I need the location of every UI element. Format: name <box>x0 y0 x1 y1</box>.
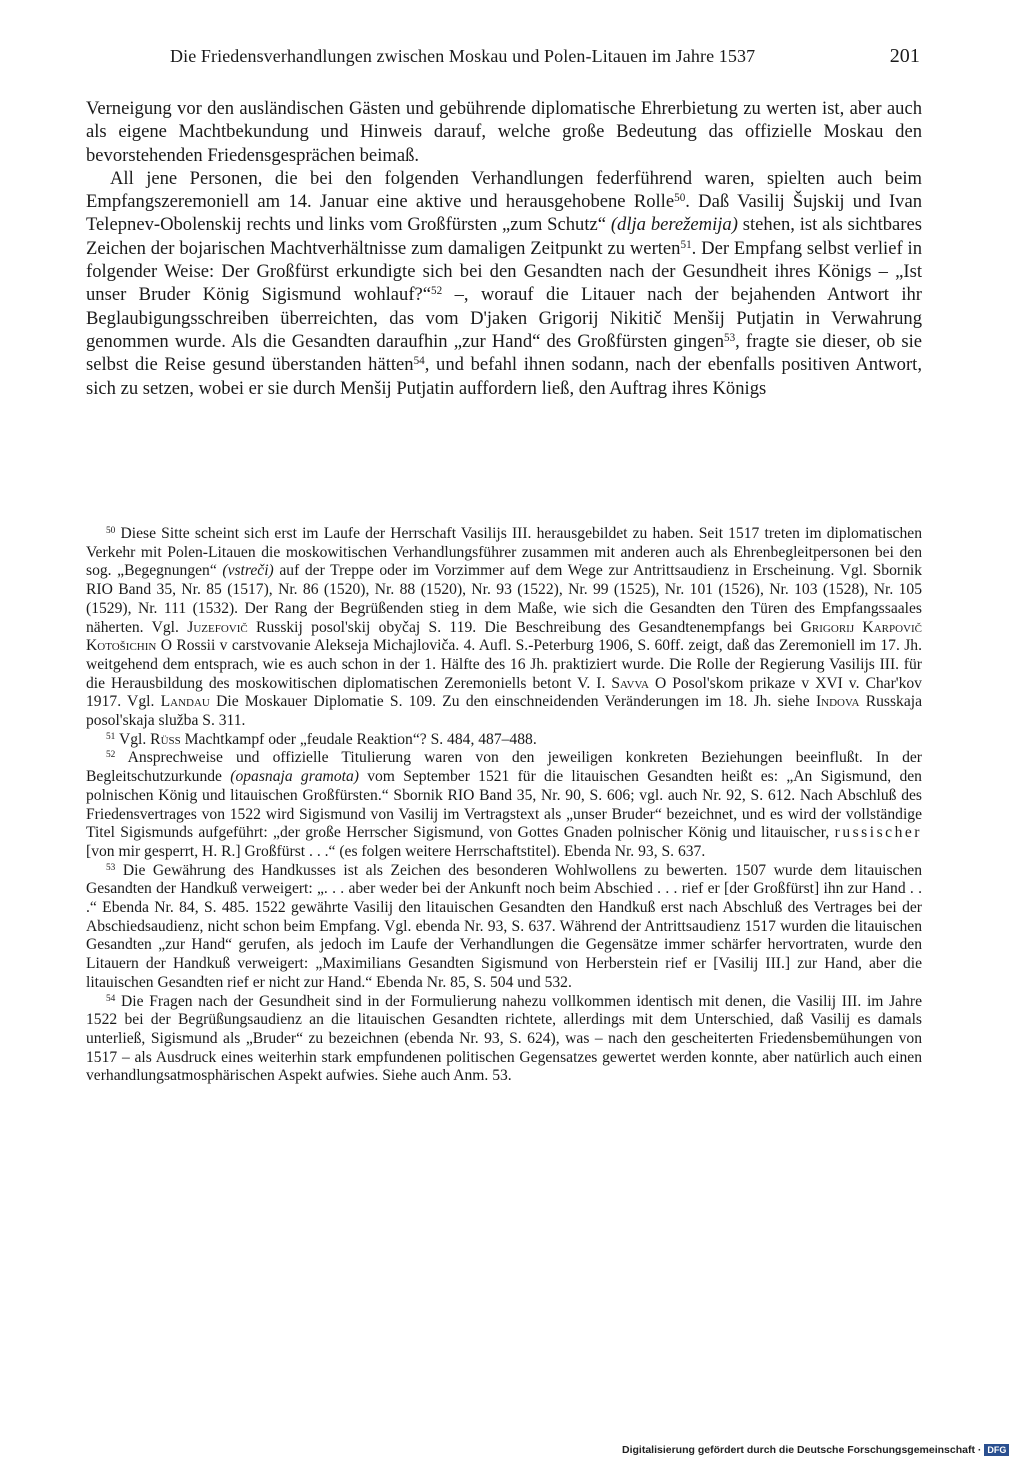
text-run: [von mir gesperrt, H. R.] Großfürst . . .“ (es folgen weitere Herrschaftstitel). Ebenda Nr. 93, S. 637. <box>86 842 706 860</box>
text-run: Russkij posol'skij obyčaj S. 119. Die Beschreibung des Gesandtenempfangs bei <box>247 618 801 636</box>
footnote-number: 52 <box>106 750 116 761</box>
text-run: Die Moskauer Diplomatie S. 109. Zu den einschneidenden Veränderungen im 18. Jh. siehe <box>209 693 816 711</box>
text-run: Diese Sitte scheint sich erst im Laufe der Herrschaft Vasilijs III. herausgebildet zu haben. Seit 1517 treten im diplomatischen Verkehr mit Polen-Litauen die moskowitischen Verhandlungsführer zusammen mit anderen auch als Ehrenbegleitpersonen bei den sog. „Begegnungen“ <box>86 525 922 580</box>
footnote-ref-51[interactable]: 51 <box>680 238 692 251</box>
credit-text: Digitalisierung gefördert durch die Deutsche Forschungsgemeinschaft · <box>622 1444 982 1456</box>
text-run: vom September 1521 für die litauischen Gesandten heißt es: „An Sigismund, den polnischen König und litauischen Großfürsten.“ Sbornik RIO Band 35, Nr. 90, S. 606; vgl. auch Nr. 92, S. 612. Nach Abschluß des Friedensvertrages von 1522 wird Sigismund von Vasilij im Vertragstext als „unser Bruder“ bezeichnet, und es wird der vollständige Titel Sigismunds aufgeführt: „der große Herrscher Sigismund, von Gottes Gnaden polnischer König und litauischer, <box>86 768 922 842</box>
footnote-number: 51 <box>106 731 116 742</box>
footnote-number: 54 <box>106 993 116 1004</box>
text-run: All jene Personen, die bei den folgenden Verhandlungen federführend waren, spielten auch beim Empfangszeremoniell am 14. Januar eine aktive und herausgehobene Rolle <box>86 167 922 213</box>
italic-term: (opasnaja gramota) <box>230 768 359 786</box>
italic-term: (vstreči) <box>222 562 274 580</box>
page-number: 201 <box>889 45 920 67</box>
text-run: stehen, ist als sichtbares Zeichen der bojarischen Machtverhältnisse zum damaligen Zeitpunkt zu werten <box>86 214 922 259</box>
footnote-53 <box>86 862 922 993</box>
text-run: O Posol'skom prikaze v XVI v. Char'kov 1917. Vgl. <box>86 674 922 711</box>
footnote-number: 53 <box>106 862 116 873</box>
text-run: –, worauf die Litauer nach der bejahenden Antwort ihr Beglaubigungsschreiben überreichten, das vom D'jaken Grigorij Nikitič Menšij Putjatin in Verwahrung genommen wurde. Als die Gesandten daraufhin „zur Hand“ des Großfürsten gingen <box>86 284 922 352</box>
text-run: . Daß Vasilij Šujskij und Ivan Telepnev-Obolenskij rechts und links vom Großfürsten „zum Schutz“ <box>86 191 922 236</box>
paragraph-1: Verneigung vor den ausländischen Gästen und gebührende diplomatische Ehrerbietung zu werten ist, aber auch als eigene Machtbekundung und Hinweis darauf, welche große Bedeutung das offizielle Moskau den bevorstehenden Friedensgesprächen beimaß. <box>86 98 922 166</box>
author-name: Rüss <box>150 730 181 748</box>
text-run: Die Fragen nach der Gesundheit sind in der Formulierung nahezu vollkommen identisch mit denen, die Vasilij III. im Jahre 1522 bei der Begrüßungsaudienz an die litauischen Gesandten richtete, allerdings mit dem Unterschied, daß Vasilij es damals unterließ, Sigismund als „Bruder“ zu bezeichnen (ebenda Nr. 93, S. 624), was – nach den gescheiterten Friedensbemühungen von 1517 – als Ausdruck eines weiterhin stark empfundenen politischen Gegensatzes gewertet werden konnte, aber natürlich auch einen verhandlungsatmosphärischen Aspekt aufwies. Siehe auch Anm. 53. <box>86 992 922 1085</box>
text-run: , und befahl ihnen sodann, nach der ebenfalls positiven Antwort, sich zu setzen, wobei er sie durch Menšij Putjatin auffordern ließ, den Auftrag ihres Königs <box>86 354 922 399</box>
text-run: Die Gewährung des Handkusses ist als Zeichen des besonderen Wohlwollens zu bewerten. 1507 wurde dem litauischen Gesandten der Handkuß verweigert: „. . . aber weder bei der Ankunft noch beim Abschied . . . rief er [der Großfürst] ihn zur Hand . . .“ Ebenda Nr. 84, S. 485. 1522 gewährte Vasilij den litauischen Gesandten den Handkuß erst nach Abschluß des Vertrages bei der Abschiedsaudienz, nicht schon beim Empfang. Vgl. ebenda Nr. 93, S. 637. Während der Antrittsaudienz 1517 wurden die litauischen Gesandten „zur Hand“ gerufen, als jedoch im Laufe der Verhandlungen die Gegensätze immer schärfer hervortraten, wurde den Litauern der Handkuß verweigert: „Maximilians Gesandten Sigismund von Herberstein rief er [Vasilij III.] zur Hand, aber die litauischen Gesandten rief er nicht zur Hand.“ Ebenda Nr. 85, S. 504 und 532. <box>86 861 922 991</box>
author-name: Indova <box>815 693 860 711</box>
text-run: Russkaja posol'skaja služba S. 311. <box>86 693 922 730</box>
italic-term: (dlja berežemija) <box>610 214 738 236</box>
text-run: Ansprechweise und offizielle Titulierung waren von den jeweiligen konkreten Beziehungen beeinflußt. In der Begleitschutzurkunde <box>86 749 922 786</box>
text-run: . Der Empfang selbst verlief in folgender Weise: Der Großfürst erkundigte sich bei den Gesandten nach der Gesundheit ihres Königs – „Ist unser Bruder König Sigismund wohlauf?“ <box>86 237 922 306</box>
text-run: , fragte sie dieser, ob sie selbst die Reise gesund überstanden hätten <box>86 330 922 376</box>
spaced-emphasis: russischer <box>834 824 922 842</box>
running-title: Die Friedensverhandlungen zwischen Moskau und Polen-Litauen im Jahre 1537 <box>170 46 756 66</box>
footnote-ref-52[interactable]: 52 <box>431 285 443 298</box>
dfg-logo: DFG <box>984 1444 1009 1456</box>
paragraph-2 <box>86 167 922 400</box>
digitization-credit <box>622 1444 1009 1456</box>
footnote-50 <box>86 525 922 731</box>
main-text <box>86 97 922 400</box>
text-run: Vgl. <box>115 730 151 748</box>
footnote-ref-53[interactable]: 53 <box>724 331 736 344</box>
author-name: Savva <box>611 674 649 692</box>
text-run: auf der Treppe oder im Vorzimmer auf dem Wege zur Antrittsaudienz in Erscheinung. Vgl. Sbornik RIO Band 35, Nr. 85 (1517), Nr. 86 (1520), Nr. 88 (1520), Nr. 93 (1522), Nr. 99 (1525), Nr. 101 (1526), Nr. 103 (1528), Nr. 105 (1529), Nr. 111 (1532). Der Rang der Begrüßenden stieg in dem Maße, wie sich die Gesandten den Türen des Empfangssaales näherten. Vgl. <box>86 562 922 636</box>
author-name: Grigorij Karpovič Kotošichin <box>86 618 922 655</box>
running-header <box>86 42 922 70</box>
footnote-52 <box>86 749 922 861</box>
footnote-number: 50 <box>106 525 116 536</box>
text-run: O Rossii v carstvovanie Alekseja Michajloviča. 4. Aufl. S.-Peterburg 1906, S. 60ff. zeigt, daß das Zeremoniell im 17. Jh. weitgehend dem entsprach, wie es auch schon in der 1. Hälfte des 16 Jh. praktiziert wurde. Die Rolle der Regierung Vasilijs III. für die Herausbildung des moskowitischen diplomatischen Zeremoniells betont V. I. <box>86 637 922 692</box>
footnote-ref-50[interactable]: 50 <box>674 192 686 205</box>
text-run: Machtkampf oder „feudale Reaktion“? S. 484, 487–488. <box>180 730 537 748</box>
footnotes <box>86 525 922 1086</box>
author-name: Juzefovič <box>187 618 248 636</box>
footnote-51 <box>86 731 922 750</box>
footnote-ref-54[interactable]: 54 <box>413 355 425 368</box>
author-name: Landau <box>160 693 210 711</box>
footnote-54 <box>86 993 922 1087</box>
